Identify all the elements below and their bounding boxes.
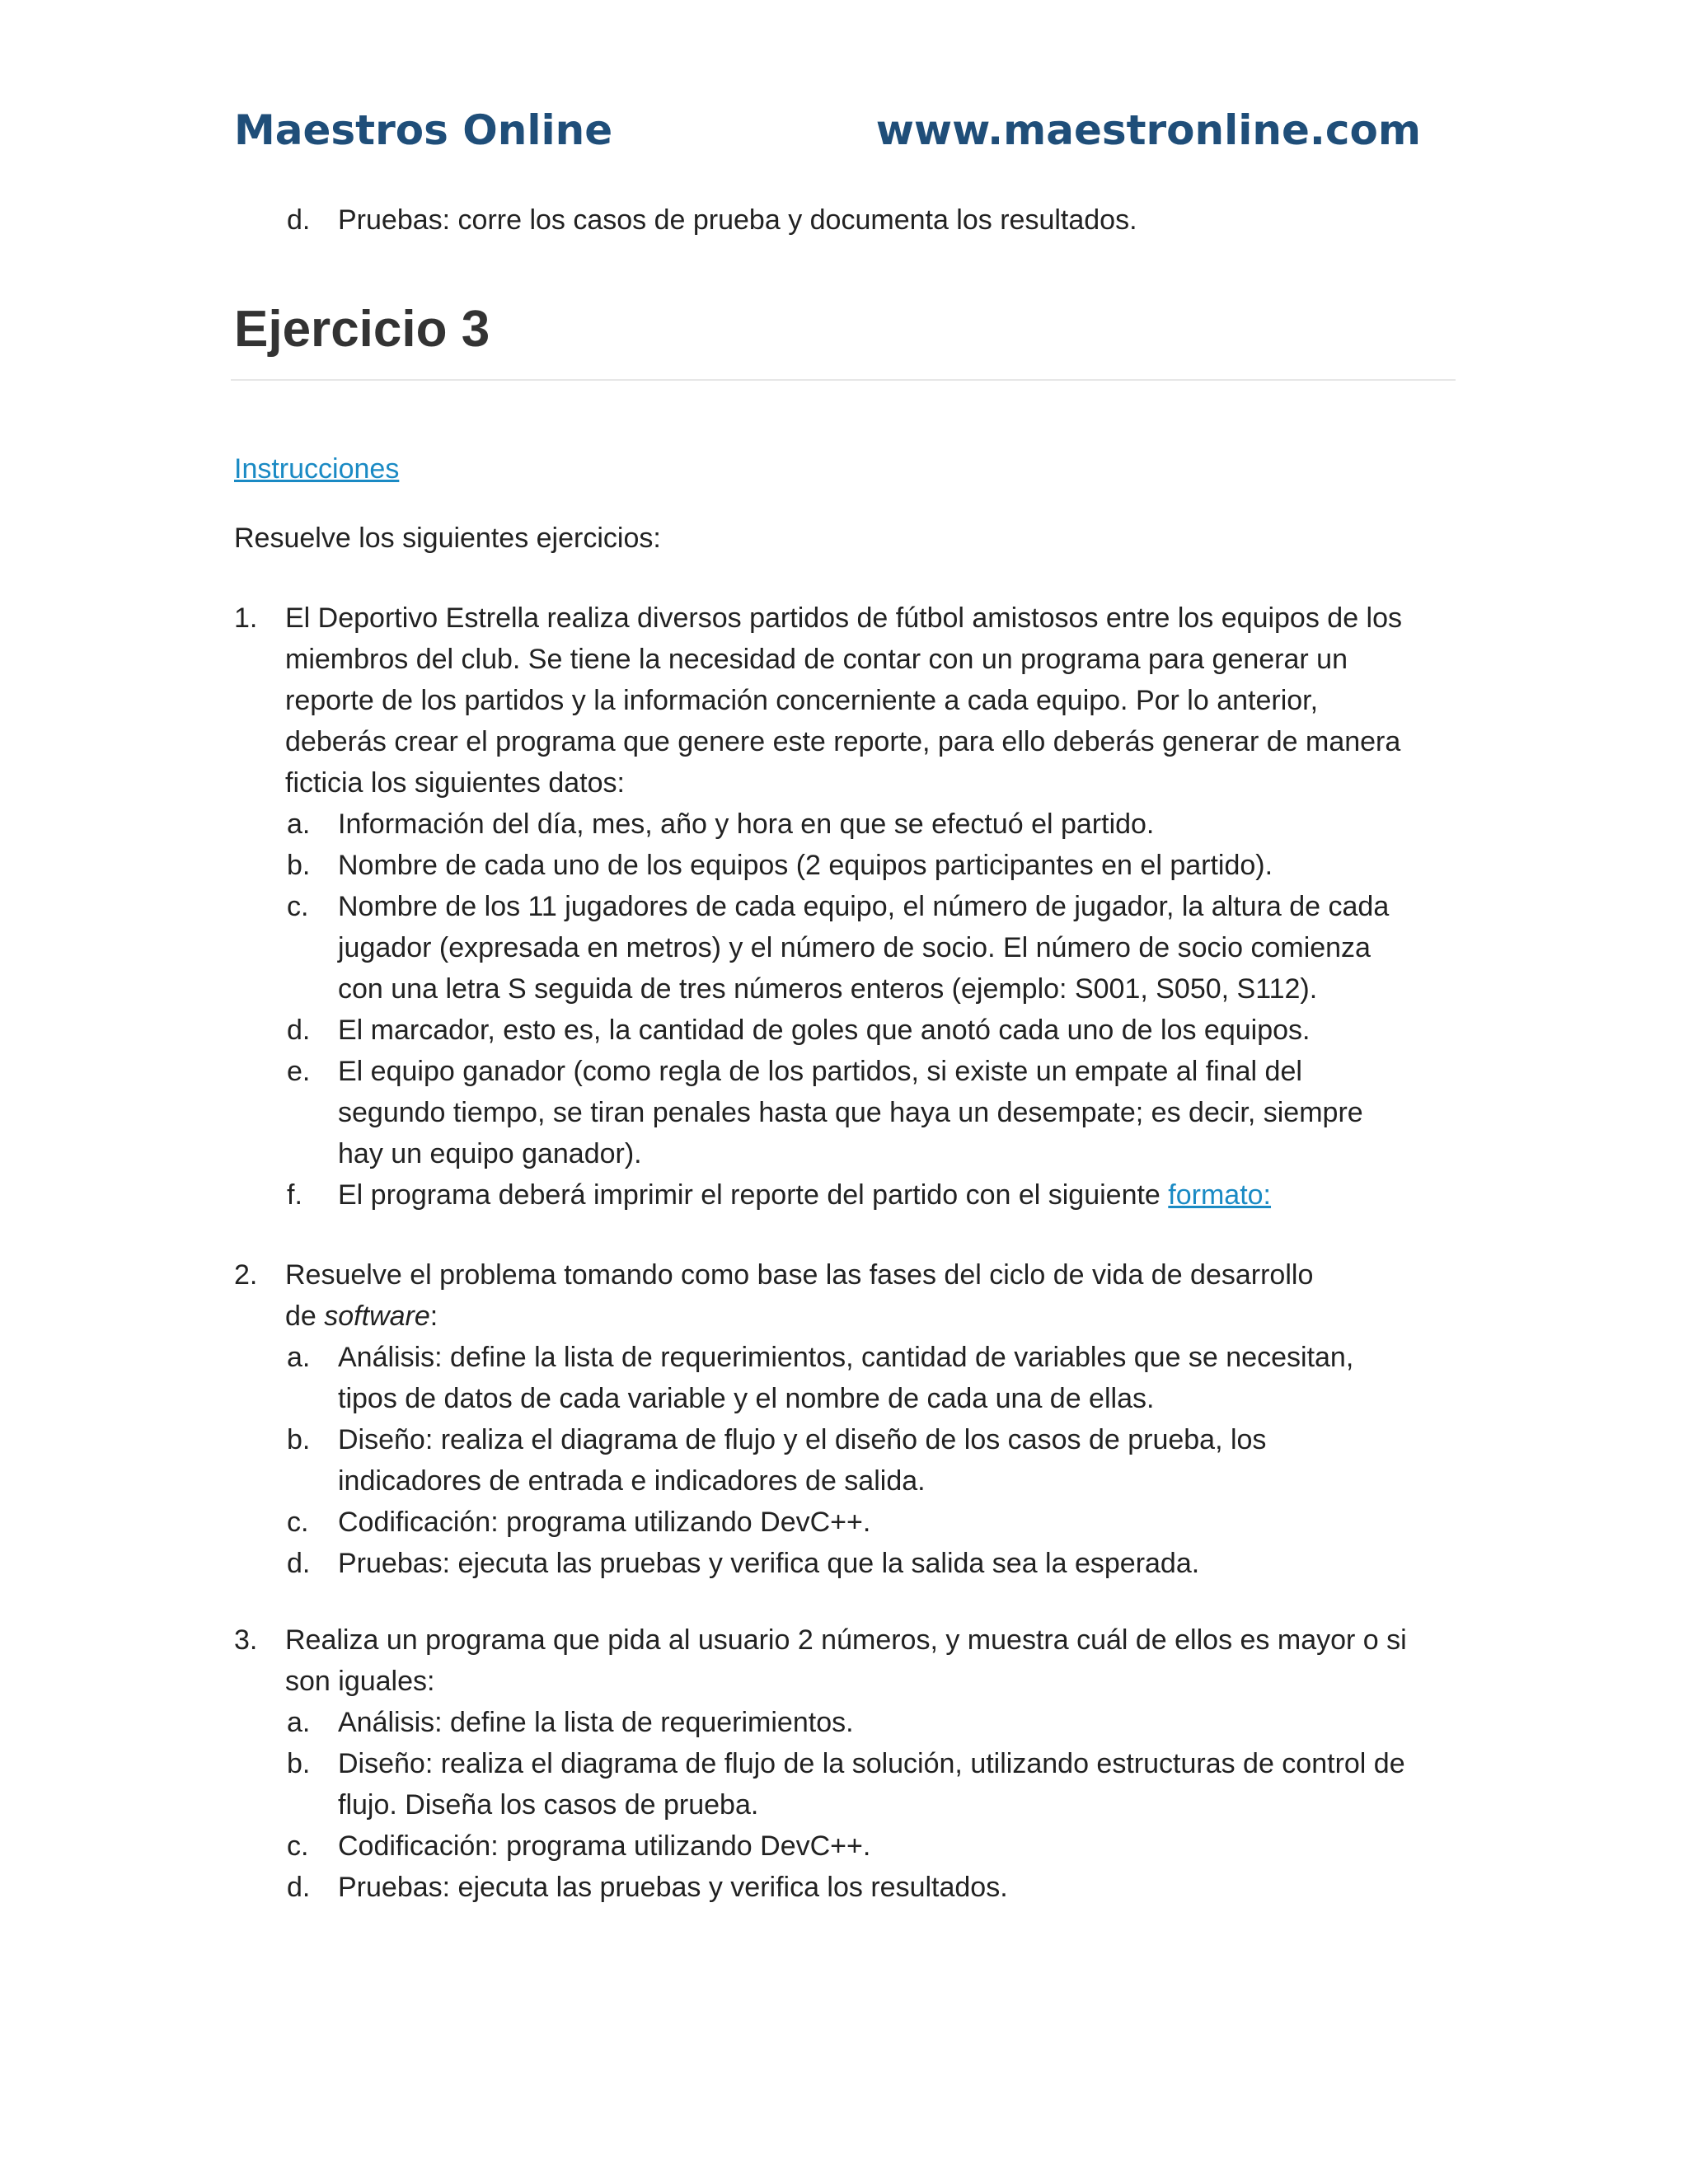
list-item-text: hay un equipo ganador). — [338, 1138, 642, 1169]
formato-link[interactable]: formato: — [1168, 1179, 1272, 1211]
exercise-3-marker: 3. — [234, 1624, 258, 1656]
list-item-text: El marcador, esto es, la cantidad de goles que anotó cada uno de los equipos. — [338, 1015, 1311, 1046]
list-marker: d. — [287, 204, 311, 236]
list-item-text: Diseño: realiza el diagrama de flujo y el diseño de los casos de prueba, los — [338, 1424, 1267, 1455]
list-marker: d. — [287, 1872, 311, 1903]
list-item-text — [338, 1174, 1271, 1216]
list-item-text: Análisis: define la lista de requerimientos, cantidad de variables que se necesitan, — [338, 1342, 1354, 1373]
exercise-1-text-line: ficticia los siguientes datos: — [285, 767, 625, 799]
list-item-text: tipos de datos de cada variable y el nombre de cada una de ellas. — [338, 1383, 1155, 1414]
title-divider — [231, 379, 1456, 381]
instructions-link[interactable]: Instrucciones — [234, 453, 400, 485]
list-item-text: Nombre de cada uno de los equipos (2 equipos participantes en el partido). — [338, 850, 1273, 881]
list-item-text-part: El programa deberá imprimir el reporte del partido con el siguiente — [338, 1179, 1169, 1211]
text-part: de — [285, 1301, 325, 1332]
section-title: Ejercicio 3 — [234, 301, 490, 358]
list-marker: c. — [287, 1507, 309, 1538]
intro-text: Resuelve los siguientes ejercicios: — [234, 523, 661, 554]
list-marker: e. — [287, 1056, 311, 1087]
list-item-text: Pruebas: ejecuta las pruebas y verifica que la salida sea la esperada. — [338, 1548, 1200, 1579]
list-marker: b. — [287, 1424, 311, 1455]
list-item-text: Codificación: programa utilizando DevC++. — [338, 1830, 871, 1862]
header-brand: Maestros Online — [234, 106, 613, 154]
list-item-text: segundo tiempo, se tiran penales hasta que haya un desempate; es decir, siempre — [338, 1097, 1363, 1128]
exercise-1-text-line: miembros del club. Se tiene la necesidad de contar con un programa para generar un — [285, 644, 1348, 675]
list-marker: c. — [287, 891, 309, 922]
list-item-text: Pruebas: corre los casos de prueba y documenta los resultados. — [338, 204, 1137, 236]
list-item-text: Análisis: define la lista de requerimientos. — [338, 1707, 854, 1738]
list-marker: d. — [287, 1015, 311, 1046]
list-item-text: Información del día, mes, año y hora en que se efectuó el partido. — [338, 808, 1155, 840]
list-marker: f. — [287, 1179, 302, 1211]
list-marker: b. — [287, 1748, 311, 1779]
exercise-1-marker: 1. — [234, 602, 258, 634]
list-marker: b. — [287, 850, 311, 881]
exercise-2-text-line — [285, 1296, 438, 1337]
list-item-text: Nombre de los 11 jugadores de cada equipo, el número de jugador, la altura de cada — [338, 891, 1390, 922]
list-marker: a. — [287, 1707, 311, 1738]
exercise-3-text-line: son iguales: — [285, 1666, 435, 1697]
list-item-text: jugador (expresada en metros) y el número de socio. El número de socio comienza — [338, 932, 1371, 963]
list-item-text: indicadores de entrada e indicadores de salida. — [338, 1465, 926, 1497]
exercise-1-text-line: deberás crear el programa que genere este reporte, para ello deberás generar de manera — [285, 726, 1401, 757]
list-marker: c. — [287, 1830, 309, 1862]
list-item-text: flujo. Diseña los casos de prueba. — [338, 1789, 759, 1821]
list-marker: a. — [287, 1342, 311, 1373]
exercise-1-text-line: reporte de los partidos y la información concerniente a cada equipo. Por lo anterior, — [285, 685, 1319, 716]
list-item-text: Pruebas: ejecuta las pruebas y verifica los resultados. — [338, 1872, 1008, 1903]
list-item-text: con una letra S seguida de tres números enteros (ejemplo: S001, S050, S112). — [338, 973, 1318, 1005]
list-marker: a. — [287, 808, 311, 840]
list-marker: d. — [287, 1548, 311, 1579]
header-url: www.maestronline.com — [875, 106, 1421, 154]
text-part: : — [429, 1301, 438, 1332]
exercise-3-text-line: Realiza un programa que pida al usuario 2 números, y muestra cuál de ellos es mayor o si — [285, 1624, 1407, 1656]
list-item-text: Codificación: programa utilizando DevC++. — [338, 1507, 871, 1538]
list-item-text: El equipo ganador (como regla de los partidos, si existe un empate al final del — [338, 1056, 1302, 1087]
exercise-2-text-line: Resuelve el problema tomando como base las fases del ciclo de vida de desarrollo — [285, 1259, 1314, 1291]
italic-term: software — [324, 1301, 430, 1332]
page-header — [234, 97, 1429, 163]
exercise-1-text-line: El Deportivo Estrella realiza diversos partidos de fútbol amistosos entre los equipos de los — [285, 602, 1403, 634]
list-item-text: Diseño: realiza el diagrama de flujo de la solución, utilizando estructuras de control de — [338, 1748, 1405, 1779]
exercise-2-marker: 2. — [234, 1259, 258, 1291]
